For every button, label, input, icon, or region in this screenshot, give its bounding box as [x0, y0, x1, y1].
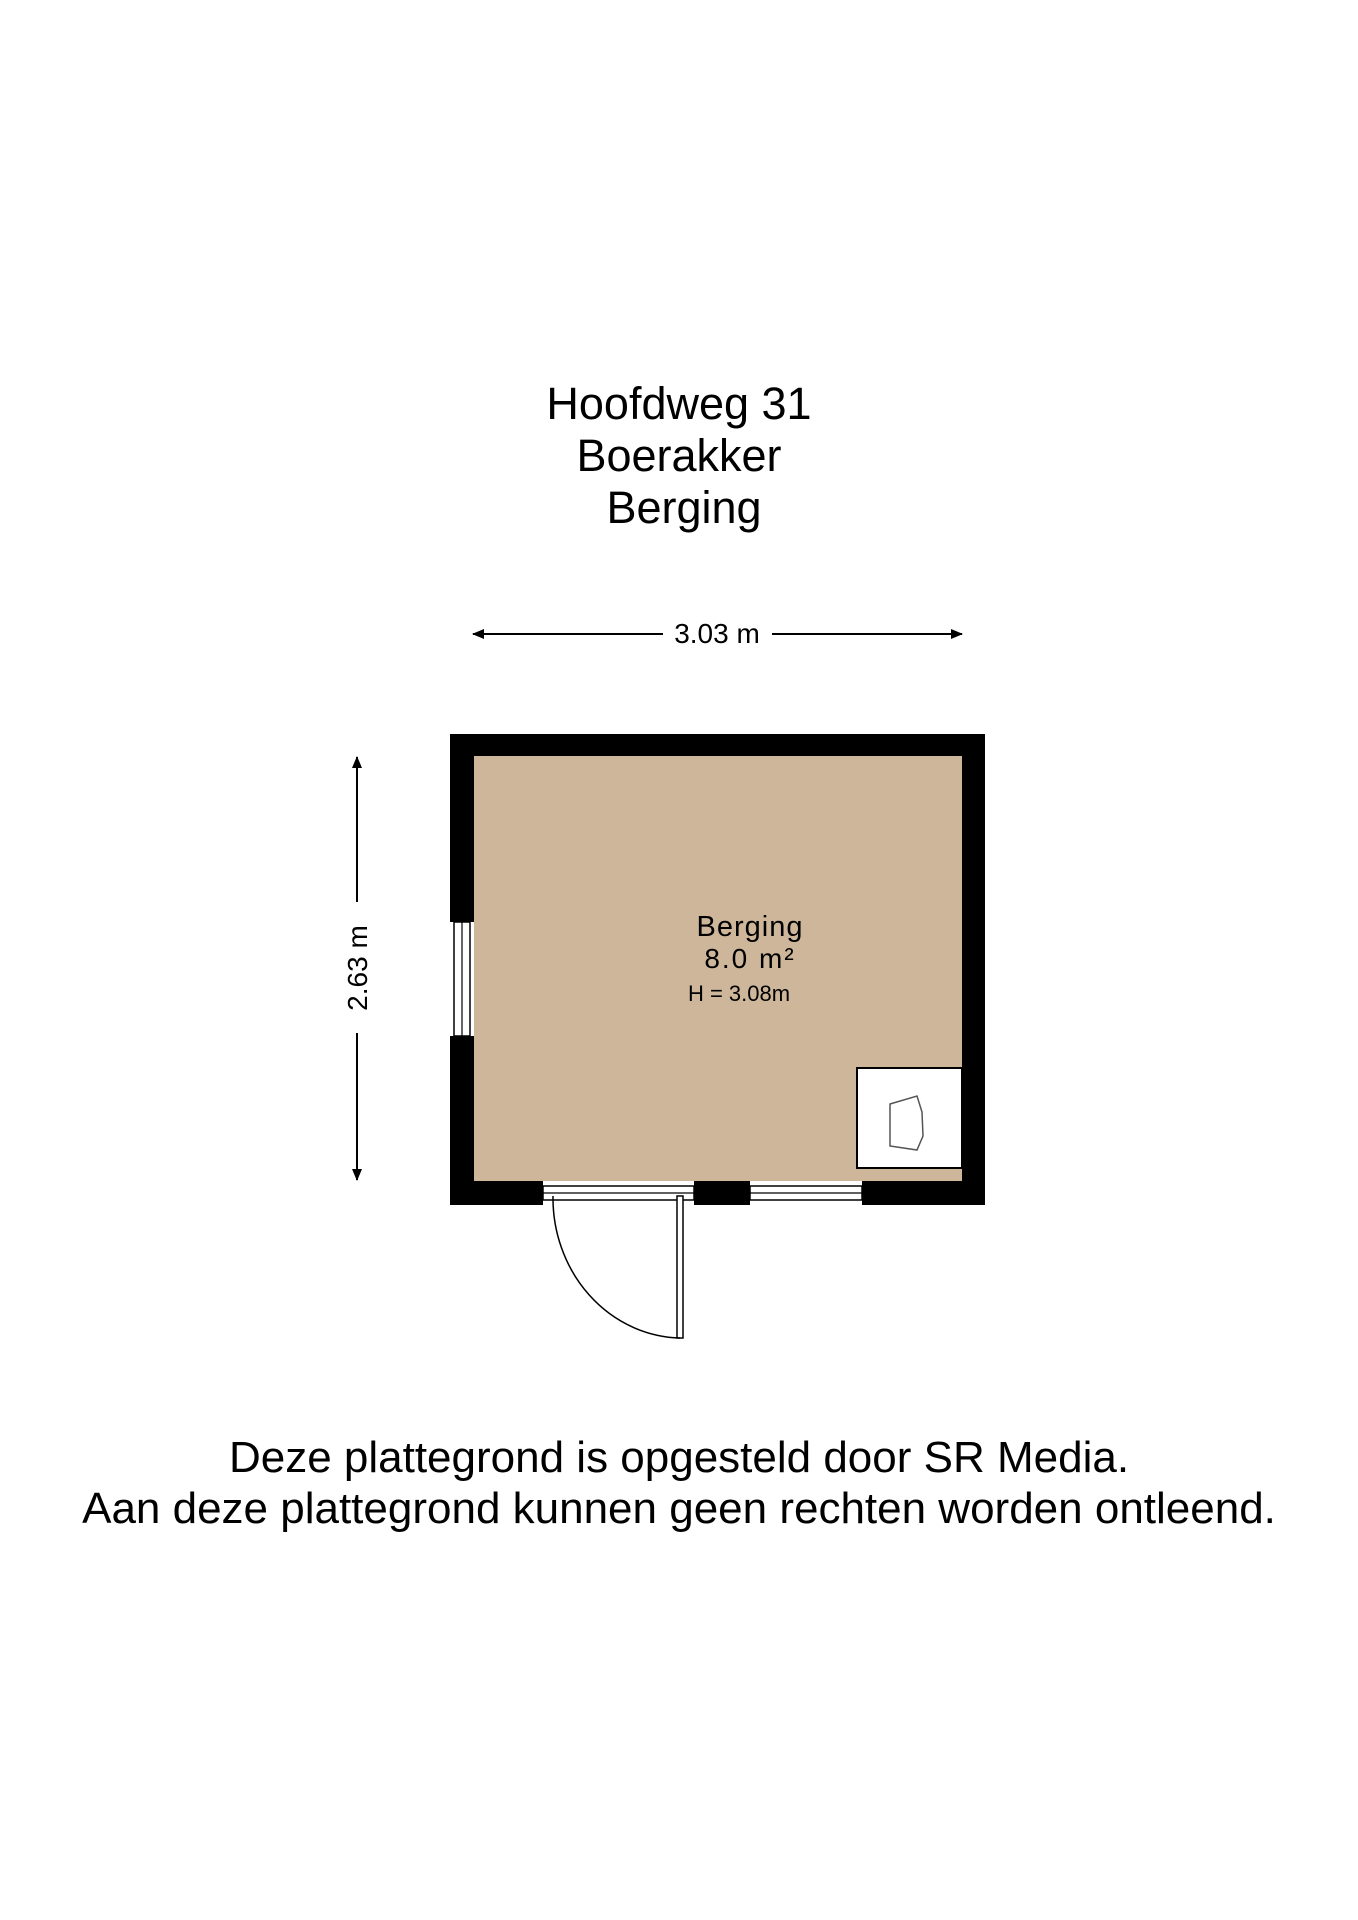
boiler-icon [857, 1068, 962, 1168]
door-leaf [677, 1196, 683, 1338]
window-icon [750, 1186, 862, 1200]
wall-left-upper [450, 734, 474, 922]
room-height: H = 3.08m [687, 981, 791, 1006]
disclaimer-line-1: Deze plattegrond is opgesteld door SR Media. [228, 1433, 1130, 1482]
disclaimer [0, 1432, 1358, 1534]
room-label [688, 911, 804, 1006]
door-swing-icon [543, 1186, 694, 1338]
depth-dimension [342, 757, 373, 1180]
wall-bottom-left [450, 1181, 543, 1205]
door-arc [553, 1196, 680, 1338]
wall-left-lower [450, 1036, 474, 1205]
room-name: Berging [696, 911, 804, 943]
address-label: Hoofdweg 31 [546, 378, 812, 429]
disclaimer-line-2: Aan deze plattegrond kunnen geen rechten worden ontleend. [82, 1484, 1276, 1533]
width-label: 3.03 m [674, 618, 760, 649]
floor-label: Berging [606, 482, 762, 533]
wall-bottom-middle [694, 1181, 750, 1205]
width-dimension [473, 618, 962, 649]
wall-right [962, 734, 985, 1205]
wall-bottom-right [862, 1181, 985, 1205]
window-icon [454, 922, 470, 1036]
depth-label: 2.63 m [342, 925, 373, 1011]
city-label: Boerakker [576, 430, 782, 481]
room-area: 8.0 m² [704, 943, 796, 974]
wall-top [450, 734, 985, 756]
